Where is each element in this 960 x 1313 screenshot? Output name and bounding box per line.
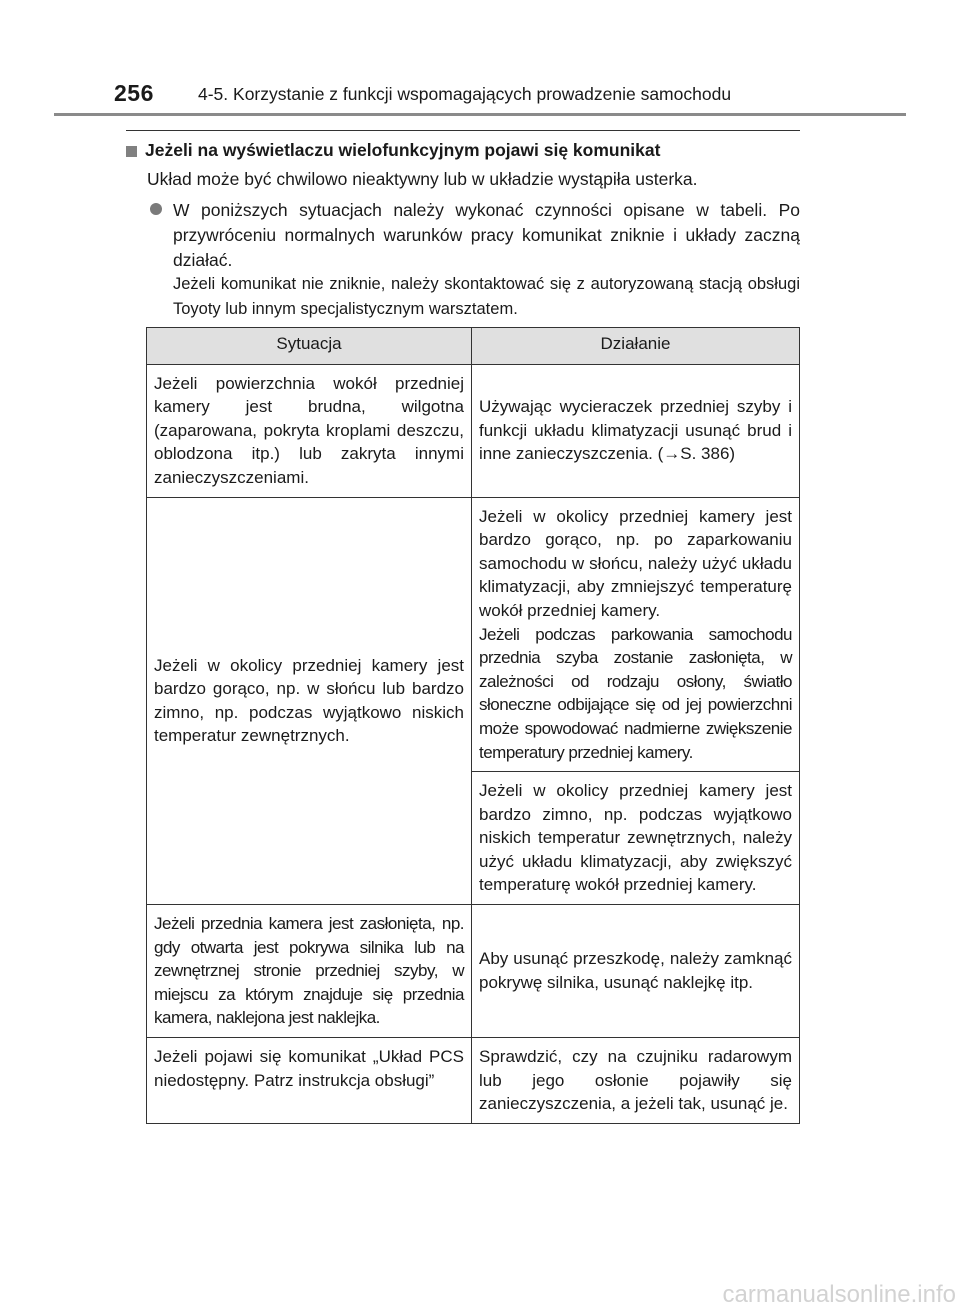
header-divider xyxy=(54,113,906,116)
situation-action-table xyxy=(146,327,800,1124)
situation-cell: Jeżeli pojawi się komunikat „Układ PCS niedostępny. Patrz instrukcja obsługi” xyxy=(147,1038,472,1124)
action-cell: Jeżeli w okolicy przedniej kamery jest bardzo zimno, np. podczas wyjątkowo niskich temperatur zewnętrznych, należy użyć układu klimatyzacji, aby zwiększyć temperaturę wokół przedniej kamery. xyxy=(472,772,800,905)
table-header-row xyxy=(147,328,800,365)
note-text: Jeżeli komunikat nie zniknie, należy skontaktować się z autoryzowaną stacją obsługi Toyoty lub innym specjalistycznym warsztatem. xyxy=(173,275,800,318)
action-cell: Sprawdzić, czy na czujniku radarowym lub jego osłonie pojawiły się zanieczyszczenia, a jeżeli tak, usunąć je. xyxy=(472,1038,800,1124)
situation-cell: Jeżeli w okolicy przedniej kamery jest bardzo gorąco, np. w słońcu lub bardzo zimno, np. podczas wyjątkowo niskich temperatur zewnętrznych. xyxy=(147,497,472,905)
square-bullet-icon xyxy=(126,146,137,157)
section-heading-text: Jeżeli na wyświetlaczu wielofunkcyjnym pojawi się komunikat xyxy=(145,140,661,160)
watermark: carmanualsonline.info xyxy=(722,1281,956,1308)
section-title: 4-5. Korzystanie z funkcji wspomagających prowadzenie samochodu xyxy=(198,84,732,104)
action-cell: Używając wycieraczek przedniej szyby i funkcji układu klimatyzacji usunąć brud i inne zanieczyszczenia. (→S. 386) xyxy=(472,364,800,497)
bullet-item xyxy=(150,198,800,273)
bullet-text: W poniższych sytuacjach należy wykonać czynności opisane w tabeli. Po przywróceniu normalnych warunków pracy komunikat zniknie i układy zaczną działać. xyxy=(173,200,800,270)
action-cell xyxy=(472,497,800,772)
column-header-action: Działanie xyxy=(472,328,800,365)
action-cell: Aby usunąć przeszkodę, należy zamknąć pokrywę silnika, usunąć naklejkę itp. xyxy=(472,905,800,1038)
page-number: 256 xyxy=(114,80,154,106)
section-divider xyxy=(126,130,800,131)
intro-text: Układ może być chwilowo nieaktywny lub w układzie wystąpiła usterka. xyxy=(147,169,698,189)
column-header-situation: Sytuacja xyxy=(147,328,472,365)
situation-cell: Jeżeli przednia kamera jest zasłonięta, np. gdy otwarta jest pokrywa silnika lub na zewnętrznej stronie przedniej szyby, w miejscu za którym znajduje się przednia kamera, naklejona jest naklejka. xyxy=(147,905,472,1038)
action-text: Jeżeli w okolicy przedniej kamery jest bardzo gorąco, np. po zaparkowaniu samochodu w słońcu, należy użyć układu klimatyzacji, aby zmniejszyć temperaturę wokół przedniej kamery. xyxy=(479,506,792,620)
situation-cell: Jeżeli powierzchnia wokół przedniej kamery jest brudna, wilgotna (zaparowana, pokryta kroplami deszczu, oblodzona itp.) lub zakryta innymi zanieczyszczeniami. xyxy=(147,364,472,497)
table-row xyxy=(147,497,800,772)
table-row xyxy=(147,364,800,497)
table-row xyxy=(147,905,800,1038)
action-note: Jeżeli podczas parkowania samochodu przednia szyba zostanie zasłonięta, w zależności od rodzaju osłony, światło słoneczne odbijające się od jej powierzchni może spowodować nadmierne zwiększenie temperatury przedniej kamery. xyxy=(479,624,792,762)
circle-bullet-icon xyxy=(150,203,162,215)
section-heading xyxy=(126,140,806,161)
page-header xyxy=(0,0,960,120)
table-row xyxy=(147,1038,800,1124)
